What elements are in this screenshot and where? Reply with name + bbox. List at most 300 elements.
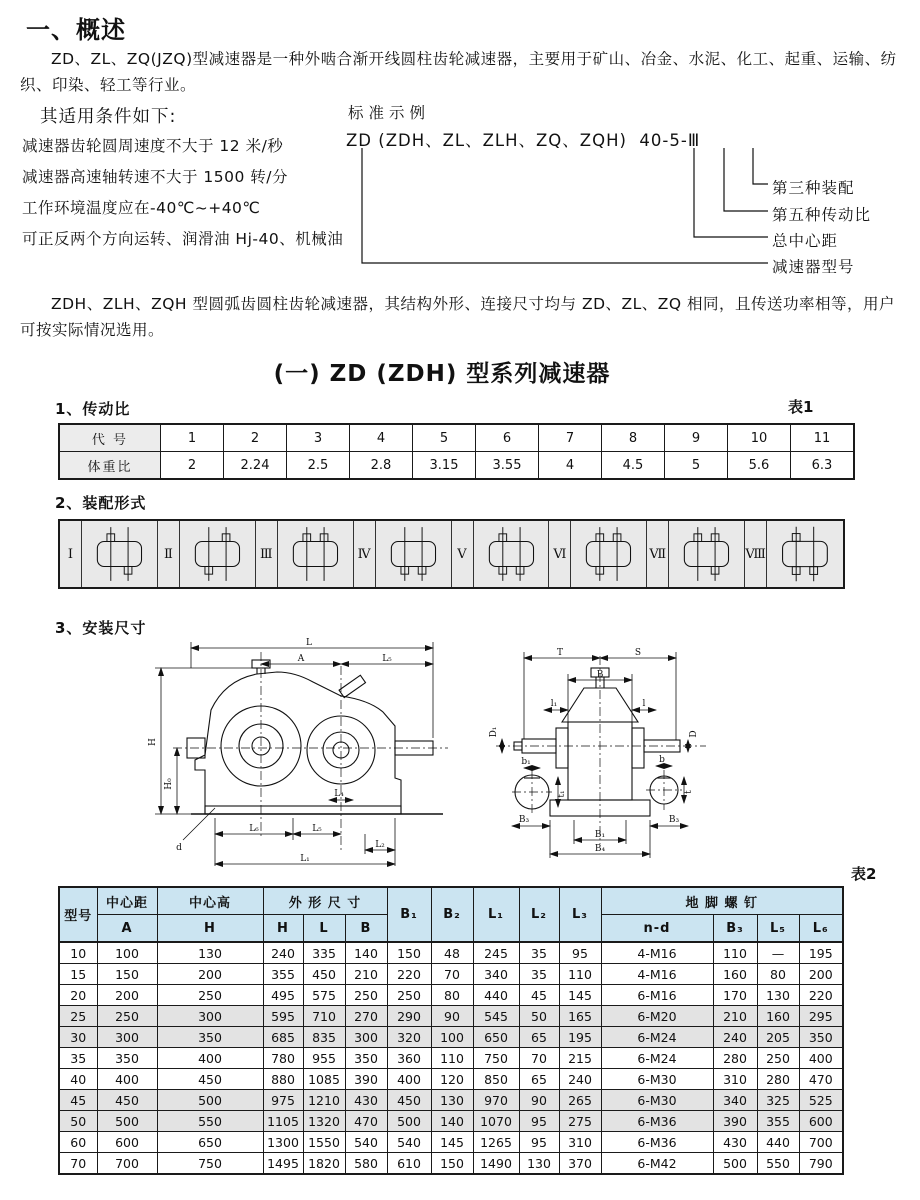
table-cell: 140 xyxy=(431,1111,473,1132)
table-cell: 65 xyxy=(519,1027,559,1048)
callout-model: 减速器型号 xyxy=(772,258,855,276)
table-cell: 245 xyxy=(473,942,519,964)
table-cell: 540 xyxy=(345,1132,387,1153)
dim-b1: b₁ xyxy=(521,757,531,767)
table-cell: 550 xyxy=(157,1111,263,1132)
table-cell: 6 xyxy=(476,424,539,452)
table-cell: 9 xyxy=(665,424,728,452)
table-cell: 240 xyxy=(559,1069,601,1090)
table-cell: 270 xyxy=(345,1006,387,1027)
page-title: 一、概述 xyxy=(26,16,126,44)
table-cell: 50 xyxy=(519,1006,559,1027)
intro-paragraph: ZD、ZL、ZQ(JZQ)型减速器是一种外啮合渐开线圆柱齿轮减速器，主要用于矿山、冶金、水泥、化工、起重、运输、纺织、印染、轻工等行业。 xyxy=(20,50,897,94)
dim-L2: L₂ xyxy=(375,840,385,850)
gearbox-schematic xyxy=(82,521,157,587)
table-cell: 30 xyxy=(59,1027,97,1048)
table-cell: 120 xyxy=(431,1069,473,1090)
assembly-form-diagram xyxy=(180,521,256,587)
condition-item: 可正反两个方向运转、润滑油 Hj-40、机械油 xyxy=(22,230,344,248)
table-cell: 210 xyxy=(713,1006,757,1027)
table-cell: 600 xyxy=(799,1111,843,1132)
column-header: B₁ xyxy=(387,887,431,942)
end-view-drawing xyxy=(488,644,722,862)
table-cell: 1495 xyxy=(263,1153,303,1175)
column-header: 外 形 尺 寸 xyxy=(263,887,387,915)
housing-outline xyxy=(187,660,443,814)
table-cell: 110 xyxy=(559,964,601,985)
assembly-form-diagram xyxy=(669,521,745,587)
column-header: L₃ xyxy=(559,887,601,942)
table-cell: 7 xyxy=(539,424,602,452)
table-cell: 6-M36 xyxy=(601,1111,713,1132)
assembly-form xyxy=(647,521,745,587)
table-cell: 1820 xyxy=(303,1153,345,1175)
assembly-form-numeral: Ⅲ xyxy=(256,521,278,587)
dim-S: S xyxy=(634,648,642,658)
table-cell: 370 xyxy=(559,1153,601,1175)
assembly-form-diagram xyxy=(571,521,647,587)
table-cell: 130 xyxy=(431,1090,473,1111)
table-cell: 430 xyxy=(713,1132,757,1153)
assembly-form-numeral: Ⅶ xyxy=(647,521,669,587)
column-header: L₂ xyxy=(519,887,559,942)
table-cell: 390 xyxy=(713,1111,757,1132)
table-cell: 45 xyxy=(519,985,559,1006)
gearbox-schematic xyxy=(180,521,255,587)
table-cell: 130 xyxy=(519,1153,559,1175)
assembly-form-diagram xyxy=(82,521,158,587)
column-header: L₁ xyxy=(473,887,519,942)
table-cell: 2.5 xyxy=(287,452,350,480)
table-cell: — xyxy=(757,942,799,964)
assembly-form-diagram xyxy=(767,521,843,587)
gearbox-schematic xyxy=(474,521,549,587)
table-cell: 400 xyxy=(387,1069,431,1090)
table-cell: 310 xyxy=(713,1069,757,1090)
table-cell: 600 xyxy=(97,1132,157,1153)
table-cell: 850 xyxy=(473,1069,519,1090)
table-cell: 780 xyxy=(263,1048,303,1069)
column-header: 中心距 xyxy=(97,887,157,915)
table-cell: 10 xyxy=(59,942,97,964)
callout-center-distance: 总中心距 xyxy=(772,232,839,250)
column-subheader: L xyxy=(303,915,345,943)
table-row xyxy=(59,1132,843,1153)
table-cell: 450 xyxy=(97,1090,157,1111)
dim-b: b xyxy=(659,755,665,765)
table-cell: 6-M24 xyxy=(601,1027,713,1048)
table-cell: 5 xyxy=(665,452,728,480)
assembly-form-numeral: Ⅱ xyxy=(158,521,180,587)
assembly-form xyxy=(158,521,256,587)
table-cell: 1320 xyxy=(303,1111,345,1132)
table-cell: 2 xyxy=(224,424,287,452)
dimension-labels xyxy=(489,648,699,854)
table-row xyxy=(59,1006,843,1027)
table-cell: 1070 xyxy=(473,1111,519,1132)
table-row xyxy=(59,1027,843,1048)
table-cell: 110 xyxy=(713,942,757,964)
table1-label: 表1 xyxy=(788,398,814,416)
table-cell: 500 xyxy=(157,1090,263,1111)
table-row xyxy=(59,1153,843,1175)
assembly-form-numeral: Ⅵ xyxy=(549,521,571,587)
table-cell: 4 xyxy=(539,452,602,480)
table-cell: 45 xyxy=(59,1090,97,1111)
dim-T: T xyxy=(556,648,564,658)
table-cell: 700 xyxy=(97,1153,157,1175)
table-cell: 70 xyxy=(59,1153,97,1175)
table-cell: 1265 xyxy=(473,1132,519,1153)
dim-t: t xyxy=(684,790,694,794)
table-cell: 300 xyxy=(345,1027,387,1048)
table-row xyxy=(59,964,843,985)
side-view-svg xyxy=(143,638,477,870)
table-cell: 100 xyxy=(97,942,157,964)
table-cell: 6-M42 xyxy=(601,1153,713,1175)
table-cell: 250 xyxy=(387,985,431,1006)
table-cell: 500 xyxy=(713,1153,757,1175)
table-cell: 95 xyxy=(519,1132,559,1153)
table-cell: 750 xyxy=(473,1048,519,1069)
dim-l: l xyxy=(642,699,646,709)
assembly-form xyxy=(256,521,354,587)
dim-B1: B₁ xyxy=(594,830,606,840)
table-cell: 355 xyxy=(263,964,303,985)
table-cell: 880 xyxy=(263,1069,303,1090)
table-row xyxy=(59,1111,843,1132)
table-cell: 6-M24 xyxy=(601,1048,713,1069)
dim-H0: H₀ xyxy=(164,778,174,790)
table-cell: 160 xyxy=(713,964,757,985)
table-cell: 1210 xyxy=(303,1090,345,1111)
dim-B3-left: B₃ xyxy=(518,815,530,825)
row-header-cell: 代 号 xyxy=(59,424,161,452)
conditions-title: 其适用条件如下: xyxy=(40,107,177,127)
section-title-ratio: 1、传动比 xyxy=(55,400,131,418)
table-cell: 685 xyxy=(263,1027,303,1048)
table-cell: 50 xyxy=(59,1111,97,1132)
section-title-dimensions: 3、安装尺寸 xyxy=(55,619,147,637)
table-cell: 750 xyxy=(157,1153,263,1175)
table-cell: 250 xyxy=(97,1006,157,1027)
table-cell: 295 xyxy=(799,1006,843,1027)
table-cell: 6-M36 xyxy=(601,1132,713,1153)
column-header: B₂ xyxy=(431,887,473,942)
table-cell: 240 xyxy=(263,942,303,964)
column-subheader: B xyxy=(345,915,387,943)
table-cell: 975 xyxy=(263,1090,303,1111)
table-cell: 350 xyxy=(345,1048,387,1069)
table-cell: 95 xyxy=(559,942,601,964)
dim-D1: D₁ xyxy=(489,726,499,738)
table-row xyxy=(59,1090,843,1111)
table-cell: 90 xyxy=(519,1090,559,1111)
assembly-form xyxy=(549,521,647,587)
assembly-form-diagram xyxy=(376,521,452,587)
table-cell: 48 xyxy=(431,942,473,964)
standard-example-model: ZD (ZDH、ZL、ZLH、ZQ、ZQH) 40-5-Ⅲ xyxy=(346,131,701,150)
table-cell: 280 xyxy=(713,1048,757,1069)
table-row xyxy=(59,942,843,964)
table-cell: 350 xyxy=(799,1027,843,1048)
gearbox-schematic xyxy=(669,521,744,587)
table-cell: 275 xyxy=(559,1111,601,1132)
table-row xyxy=(59,985,843,1006)
dimension-labels xyxy=(148,638,392,864)
table-cell: 500 xyxy=(97,1111,157,1132)
dim-l1: l₁ xyxy=(550,699,558,709)
table-cell: 335 xyxy=(303,942,345,964)
dim-A: A xyxy=(297,654,305,664)
side-view-drawing xyxy=(143,638,477,870)
table-cell: 300 xyxy=(157,1006,263,1027)
table-cell: 5 xyxy=(413,424,476,452)
table-cell: 325 xyxy=(757,1090,799,1111)
table-cell: 6.3 xyxy=(791,452,855,480)
dim-L1: L₁ xyxy=(300,854,310,864)
table-cell: 340 xyxy=(713,1090,757,1111)
assembly-form-numeral: Ⅳ xyxy=(354,521,376,587)
dim-D: D xyxy=(689,730,699,738)
table-cell: 610 xyxy=(387,1153,431,1175)
table-cell: 15 xyxy=(59,964,97,985)
table-cell: 35 xyxy=(519,964,559,985)
table-row xyxy=(59,424,854,452)
table-cell: 60 xyxy=(59,1132,97,1153)
section-title-assembly: 2、装配形式 xyxy=(55,494,147,512)
table-cell: 2.24 xyxy=(224,452,287,480)
table-cell: 200 xyxy=(157,964,263,985)
table-cell: 290 xyxy=(387,1006,431,1027)
assembly-form-numeral: Ⅷ xyxy=(745,521,767,587)
table-cell: 310 xyxy=(559,1132,601,1153)
table-cell: 470 xyxy=(345,1111,387,1132)
assembly-form xyxy=(452,521,550,587)
table-cell: 355 xyxy=(757,1111,799,1132)
table-cell: 575 xyxy=(303,985,345,1006)
column-subheader: B₃ xyxy=(713,915,757,943)
assembly-form-numeral: Ⅰ xyxy=(60,521,82,587)
table-cell: 1085 xyxy=(303,1069,345,1090)
series-heading: (一) ZD (ZDH) 型系列减速器 xyxy=(273,361,611,387)
dim-L5-bottom: L₅ xyxy=(312,824,322,834)
table-row xyxy=(59,1069,843,1090)
table-cell: 35 xyxy=(59,1048,97,1069)
table-cell: 4-M16 xyxy=(601,964,713,985)
table-cell: 20 xyxy=(59,985,97,1006)
table-cell: 550 xyxy=(757,1153,799,1175)
dim-H: H xyxy=(148,738,158,746)
table-cell: 350 xyxy=(157,1027,263,1048)
table-cell: 110 xyxy=(431,1048,473,1069)
table-cell: 250 xyxy=(345,985,387,1006)
table-cell: 440 xyxy=(473,985,519,1006)
table-cell: 350 xyxy=(97,1048,157,1069)
assembly-form-diagram xyxy=(278,521,354,587)
table-cell: 4 xyxy=(350,424,413,452)
table-cell: 80 xyxy=(757,964,799,985)
assembly-form xyxy=(60,521,158,587)
table-cell: 205 xyxy=(757,1027,799,1048)
table-cell: 210 xyxy=(345,964,387,985)
table-cell: 3.15 xyxy=(413,452,476,480)
column-subheader: H xyxy=(157,915,263,943)
column-header: 型号 xyxy=(59,887,97,942)
table-cell: 450 xyxy=(157,1069,263,1090)
transmission-ratio-table xyxy=(58,423,855,480)
table-cell: 955 xyxy=(303,1048,345,1069)
column-header: 地 脚 螺 钉 xyxy=(601,887,843,915)
assembly-form xyxy=(745,521,843,587)
table-cell: 90 xyxy=(431,1006,473,1027)
table-cell: 11 xyxy=(791,424,855,452)
table-cell: 1105 xyxy=(263,1111,303,1132)
table-cell: 130 xyxy=(757,985,799,1006)
table-cell: 40 xyxy=(59,1069,97,1090)
condition-item: 减速器齿轮圆周速度不大于 12 米/秒 xyxy=(22,137,284,155)
gearbox-schematic xyxy=(767,521,843,587)
table-cell: 540 xyxy=(387,1132,431,1153)
table-cell: 700 xyxy=(799,1132,843,1153)
table-cell: 250 xyxy=(157,985,263,1006)
assembly-forms-strip xyxy=(58,519,845,589)
table-cell: 25 xyxy=(59,1006,97,1027)
table-cell: 650 xyxy=(473,1027,519,1048)
table-cell: 240 xyxy=(713,1027,757,1048)
table-cell: 3 xyxy=(287,424,350,452)
table-cell: 195 xyxy=(559,1027,601,1048)
table-cell: 10 xyxy=(728,424,791,452)
center-lines xyxy=(173,652,448,852)
column-subheader: H xyxy=(263,915,303,943)
table-cell: 1490 xyxy=(473,1153,519,1175)
table-cell: 2.8 xyxy=(350,452,413,480)
table-cell: 440 xyxy=(757,1132,799,1153)
table-cell: 970 xyxy=(473,1090,519,1111)
table-cell: 430 xyxy=(345,1090,387,1111)
dim-B4: B₄ xyxy=(594,844,606,854)
table-cell: 1550 xyxy=(303,1132,345,1153)
table-cell: 220 xyxy=(799,985,843,1006)
condition-item: 减速器高速轴转速不大于 1500 转/分 xyxy=(22,168,289,186)
table-cell: 250 xyxy=(757,1048,799,1069)
table-cell: 400 xyxy=(157,1048,263,1069)
table-cell: 580 xyxy=(345,1153,387,1175)
table-cell: 265 xyxy=(559,1090,601,1111)
table-cell: 35 xyxy=(519,942,559,964)
end-view-svg xyxy=(488,644,722,862)
dim-t1: t₁ xyxy=(557,790,567,798)
table-cell: 165 xyxy=(559,1006,601,1027)
table-cell: 450 xyxy=(387,1090,431,1111)
table2-label: 表2 xyxy=(851,865,877,883)
table-cell: 70 xyxy=(519,1048,559,1069)
table-cell: 450 xyxy=(303,964,345,985)
table-cell: 195 xyxy=(799,942,843,964)
table-cell: 200 xyxy=(97,985,157,1006)
table-cell: 650 xyxy=(157,1132,263,1153)
table-cell: 80 xyxy=(431,985,473,1006)
table-cell: 150 xyxy=(97,964,157,985)
table-cell: 360 xyxy=(387,1048,431,1069)
column-subheader: L₆ xyxy=(799,915,843,943)
dim-L6: L₆ xyxy=(249,824,259,834)
gearbox-schematic xyxy=(571,521,646,587)
gearbox-schematic xyxy=(278,521,353,587)
table-cell: 4.5 xyxy=(602,452,665,480)
row-header-cell: 体重比 xyxy=(59,452,161,480)
condition-item: 工作环境温度应在-40℃~+40℃ xyxy=(22,199,261,217)
table-cell: 170 xyxy=(713,985,757,1006)
assembly-form-diagram xyxy=(474,521,550,587)
dim-L5-top: L₅ xyxy=(382,654,392,664)
table-cell: 150 xyxy=(431,1153,473,1175)
table-row xyxy=(59,1048,843,1069)
table-cell: 545 xyxy=(473,1006,519,1027)
table-cell: 215 xyxy=(559,1048,601,1069)
dimension-lines xyxy=(155,642,433,866)
table-cell: 320 xyxy=(387,1027,431,1048)
dim-L4: L₄ xyxy=(334,789,344,799)
table-cell: 835 xyxy=(303,1027,345,1048)
table-cell: 340 xyxy=(473,964,519,985)
table-cell: 500 xyxy=(387,1111,431,1132)
gearbox-schematic xyxy=(376,521,451,587)
table-cell: 6-M30 xyxy=(601,1090,713,1111)
dim-B: B xyxy=(596,670,604,680)
callout-ratio: 第五种传动比 xyxy=(772,206,872,224)
table-cell: 65 xyxy=(519,1069,559,1090)
table-cell: 220 xyxy=(387,964,431,985)
table-cell: 495 xyxy=(263,985,303,1006)
table-cell: 1300 xyxy=(263,1132,303,1153)
table-cell: 710 xyxy=(303,1006,345,1027)
table-cell: 100 xyxy=(431,1027,473,1048)
table-cell: 145 xyxy=(559,985,601,1006)
column-subheader: L₅ xyxy=(757,915,799,943)
column-subheader: A xyxy=(97,915,157,943)
dim-L: L xyxy=(306,638,312,648)
standard-example-title: 标准示例 xyxy=(348,104,431,122)
table-cell: 280 xyxy=(757,1069,799,1090)
housing-outline xyxy=(514,668,680,816)
table-cell: 1 xyxy=(161,424,224,452)
table-cell: 400 xyxy=(799,1048,843,1069)
table-cell: 2 xyxy=(161,452,224,480)
table-cell: 160 xyxy=(757,1006,799,1027)
table-cell: 5.6 xyxy=(728,452,791,480)
table-cell: 6-M16 xyxy=(601,985,713,1006)
table-row xyxy=(59,452,854,480)
dimension-table xyxy=(58,886,844,1175)
table-cell: 300 xyxy=(97,1027,157,1048)
table-cell: 790 xyxy=(799,1153,843,1175)
callout-assembly: 第三种装配 xyxy=(772,179,855,197)
assembly-form xyxy=(354,521,452,587)
table-cell: 95 xyxy=(519,1111,559,1132)
table-cell: 70 xyxy=(431,964,473,985)
zdh-paragraph: ZDH、ZLH、ZQH 型圆弧齿圆柱齿轮减速器，其结构外形、连接尺寸均与 ZD、ZL、ZQ 相同，且传送功率相等，用户可按实际情况选用。 xyxy=(20,295,896,339)
header-row xyxy=(59,887,843,915)
table-cell: 145 xyxy=(431,1132,473,1153)
table-cell: 470 xyxy=(799,1069,843,1090)
table-cell: 130 xyxy=(157,942,263,964)
table-cell: 6-M20 xyxy=(601,1006,713,1027)
table-cell: 390 xyxy=(345,1069,387,1090)
column-header: 中心高 xyxy=(157,887,263,915)
assembly-form-numeral: Ⅴ xyxy=(452,521,474,587)
